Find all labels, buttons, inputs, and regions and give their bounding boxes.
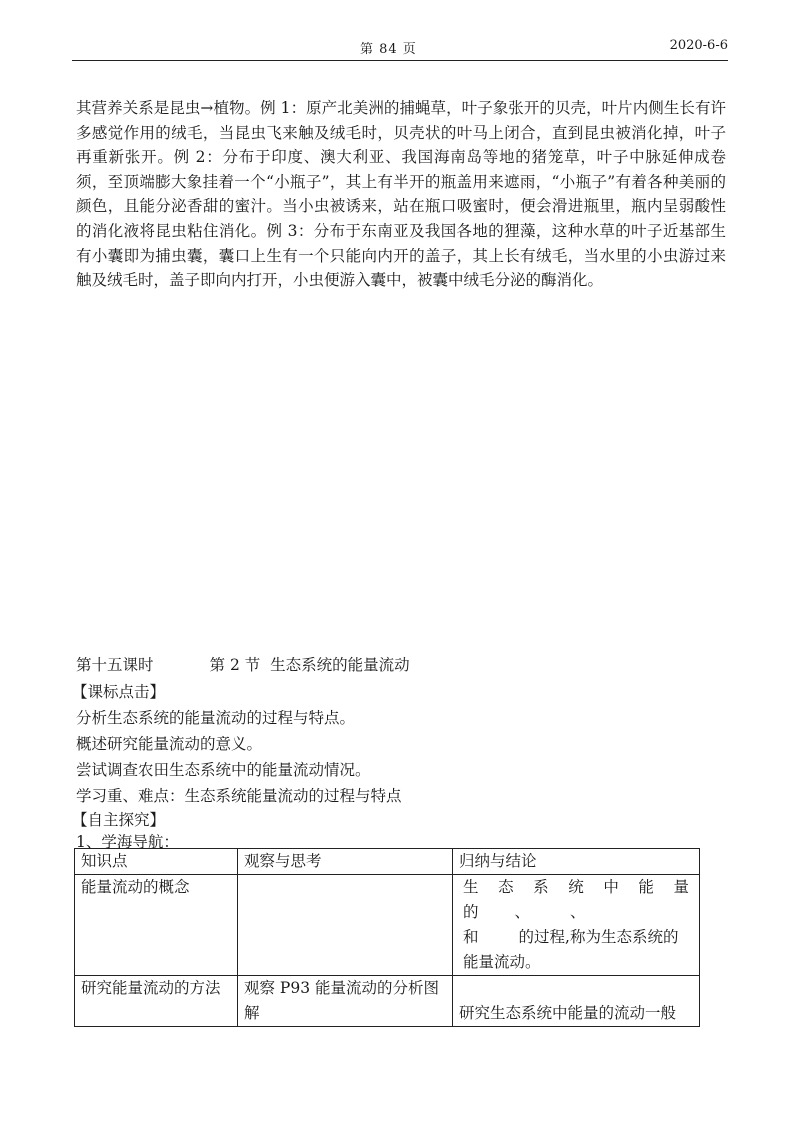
- explore-heading: 【自主探究】: [72, 811, 166, 829]
- conclusion-line-1: [459, 875, 693, 900]
- char: 中: [603, 878, 619, 896]
- study-guide-table: [74, 848, 700, 1027]
- standards-heading: 【课标点击】: [72, 683, 166, 701]
- page-number: 第 84 页: [360, 42, 417, 57]
- standard-item: 尝试调查农田生态系统中的能量流动情况。: [76, 761, 371, 779]
- char: 能: [638, 878, 654, 896]
- standard-item: 分析生态系统的能量流动的过程与特点。: [76, 709, 356, 727]
- char: 量: [673, 878, 689, 896]
- column-header: 归纳与结论: [453, 849, 700, 875]
- guide-label: 1、学海导航：: [76, 833, 179, 851]
- conclusion-line-4: 能量流动。: [463, 953, 541, 971]
- column-header: 观察与思考: [238, 849, 453, 875]
- page-header: [72, 34, 728, 61]
- column-header: 知识点: [75, 849, 238, 875]
- section-title: 第 2 节 生态系统的能量流动: [209, 656, 410, 674]
- observe-cell: 观察 P93 能量流动的分析图解: [238, 976, 453, 1027]
- lesson-title-line: [76, 653, 410, 675]
- char: 态: [498, 878, 514, 896]
- topic-cell: 研究能量流动的方法: [75, 976, 238, 1027]
- conclusion-line-2: 的 、 、: [463, 903, 586, 921]
- char: 统: [568, 878, 584, 896]
- lesson-number: 第十五课时: [76, 656, 154, 674]
- table-row: [75, 976, 700, 1027]
- key-points: 学习重、难点：生态系统能量流动的过程与特点: [76, 787, 402, 805]
- table-row: [75, 875, 700, 976]
- observe-cell: [238, 875, 453, 976]
- header-date: 2020-6-6: [669, 38, 728, 53]
- conclusion-cell: 研究生态系统中能量的流动一般: [453, 976, 700, 1027]
- conclusion-line-3: 和 的过程,称为生态系统的: [463, 928, 679, 946]
- table-header-row: [75, 849, 700, 875]
- char: 生: [463, 878, 479, 896]
- topic-cell: 能量流动的概念: [75, 875, 238, 976]
- standard-item: 概述研究能量流动的意义。: [76, 735, 263, 753]
- conclusion-cell: [453, 875, 700, 976]
- char: 系: [533, 878, 549, 896]
- intro-paragraph: 其营养关系是昆虫→植物。例 1：原产北美洲的捕蝇草，叶子象张开的贝壳，叶片内侧生长有许多感觉作用的绒毛，当昆虫飞来触及绒毛时，贝壳状的叶马上闭合，直到昆虫被消化掉，叶子再重新张开。例 2：分布于印度、澳大利亚、我国海南岛等地的猪笼草，叶子中脉延伸成卷须，至顶端膨大象挂着一个“小瓶子”，其上有半开的瓶盖用来遮雨，“小瓶子”有着各种美丽的颜色，且能分泌香甜的蜜汁。当小虫被诱来，站在瓶口吸蜜时，便会滑进瓶里，瓶内呈弱酸性的消化液将昆虫粘住消化。例 3：分布于东南亚及我国各地的狸藻，这种水草的叶子近基部生有小囊即为捕虫囊，囊口上生有一个只能向内开的盖子，其上长有绒毛，当水里的小虫游过来触及绒毛时，盖子即向内打开，小虫便游入囊中，被囊中绒毛分泌的酶消化。: [76, 99, 726, 290]
